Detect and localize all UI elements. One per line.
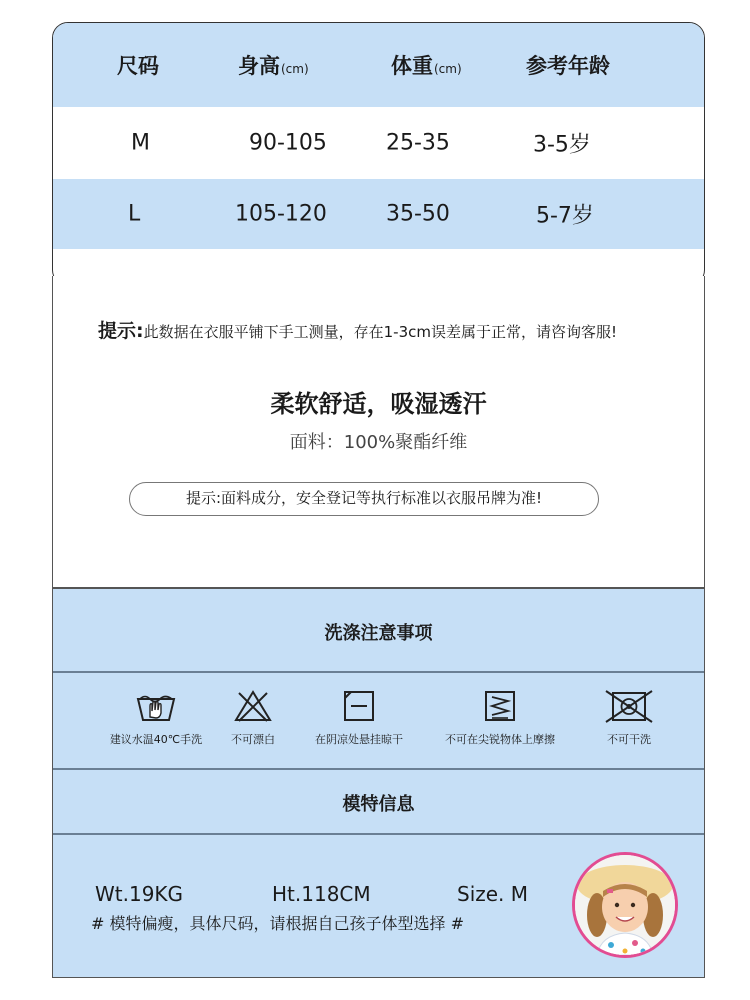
size-chart-table — [52, 22, 705, 286]
header-weight: 体重(cm) — [391, 54, 462, 78]
shade-dry-icon — [342, 689, 376, 723]
care-and-model-panel — [52, 588, 705, 978]
table-row — [53, 179, 704, 249]
wash-care-title: 洗涤注意事项 — [324, 623, 433, 644]
age-cell: 5-7岁 — [536, 203, 594, 229]
wash-item-shade-dry — [294, 689, 424, 747]
wash-label: 不可漂白 — [231, 733, 275, 746]
fabric-material: 面料：100%聚酯纤维 — [289, 432, 468, 453]
height-cell: 105-120 — [235, 201, 327, 227]
height-cell: 90-105 — [249, 130, 327, 156]
label-standard-tip: 提示:面料成分，安全登记等执行标准以衣服吊牌为准! — [129, 482, 599, 516]
age-cell: 3-5岁 — [533, 132, 591, 158]
header-age: 参考年龄 — [526, 54, 610, 78]
size-table-header — [53, 23, 704, 107]
divider — [53, 833, 704, 835]
no-bleach-icon — [233, 689, 273, 723]
wash-item-no-tumble-dry — [564, 689, 694, 747]
model-info-title: 模特信息 — [342, 794, 415, 815]
wash-label: 在阴凉处悬挂晾干 — [315, 733, 403, 746]
wash-item-no-rub — [435, 689, 565, 747]
wash-label: 不可干洗 — [607, 733, 651, 746]
no-tumble-dry-icon — [603, 689, 655, 723]
weight-cell: 25-35 — [386, 130, 450, 156]
child-model-photo — [575, 855, 675, 955]
no-rub-icon — [483, 689, 517, 723]
measurement-tip — [98, 316, 617, 343]
fabric-headline: 柔软舒适，吸湿透汗 — [270, 390, 487, 418]
divider — [53, 671, 704, 673]
header-weight-unit: (cm) — [434, 62, 462, 76]
divider — [53, 768, 704, 770]
model-weight: Wt.19KG — [95, 882, 184, 906]
size-cell: L — [128, 201, 141, 227]
wash-label: 建议水温40℃手洗 — [109, 733, 203, 746]
header-height-unit: (cm) — [281, 62, 309, 76]
model-avatar — [572, 852, 678, 958]
measurement-tip-label: 提示: — [98, 320, 144, 342]
model-size-note: # 模特偏瘦，具体尺码，请根据自己孩子体型选择 # — [91, 914, 464, 933]
model-size: Size. M — [457, 882, 529, 906]
weight-cell: 35-50 — [386, 201, 450, 227]
header-height: 身高(cm) — [238, 54, 309, 78]
table-row — [53, 107, 704, 179]
measurement-tip-text: 此数据在衣服平铺下手工测量，存在1-3cm误差属于正常，请咨询客服! — [143, 323, 617, 341]
size-cell: M — [131, 130, 150, 156]
hand-wash-icon — [134, 689, 178, 723]
fabric-section — [52, 276, 705, 588]
header-size: 尺码 — [117, 54, 159, 78]
wash-label: 不可在尖锐物体上摩擦 — [445, 733, 555, 746]
model-height: Ht.118CM — [272, 882, 371, 906]
